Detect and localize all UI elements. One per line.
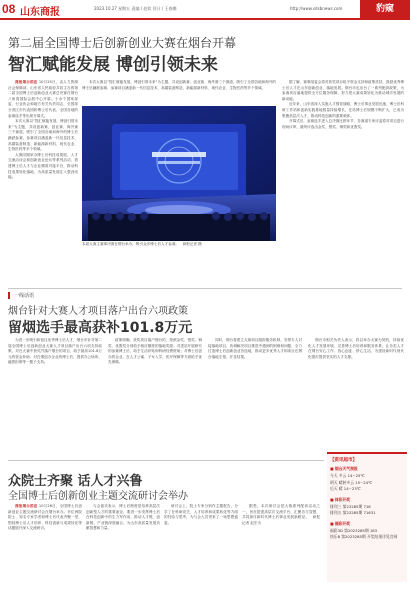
paragraph-text: 政策明确，获奖项目落户烟台的，按照金奖、银奖、铜奖、优胜奖分别给予相应额度的落地奖励；对进站开展研究的参赛博士后，给予生活补贴和科研经费资助；对博士后创办的企业，在人才公寓、子女入学、医疗保障等方面给予优先保障。 [108, 338, 202, 365]
paragraph [108, 338, 202, 366]
sidebar-line: 今天 多云 14~25℃ [330, 473, 365, 478]
paragraph-text: 烟台市相关负责人表示，将以举办大赛为契机，持续优化人才发展环境，完善博士后培养和服务体系，让各类人才在烟台安心工作、放心创业、舒心生活，为建设新时代现代化强市提供坚实的人才支撑。 [308, 338, 404, 359]
paragraph-text: 同时，烟台将建立大赛项目跟踪服务机制，安排专人对接落地项目，协调解决项目推进中遇到的困难和问题，全力打造博士后创新创业首选地，推动更多优秀人才和项目在烟台落地生根、开花结果。 [208, 338, 302, 359]
paper-url[interactable]: http://www.sdsbnews.com [290, 6, 343, 11]
story2-column-2 [108, 338, 202, 456]
paragraph [282, 102, 404, 119]
event-photo-illustration [82, 106, 276, 241]
paragraph-text: 本次大赛以“智汇赋能发展、博创引领未来”为主题，共设创新赛、创业赛、海外赛三个赛道，吸引了全国各地和海外的博士后踊跃参赛，参赛项目涵盖新一代信息技术、高端装备制造、新能源新材料、现代农业、生物医药等多个领域。 [82, 80, 276, 90]
photo-caption: 本届大赛主赛事决赛在烟台举办，吸引众多博士后人才参赛。 商报记者 摄 [82, 242, 202, 246]
paragraph-text: 为进一步吸引和留住优秀博士后人才，烟台市针对第二届全国博士后创新创业大赛人才项目落户出台六项支持政策。对在大赛中获奖并落户烟台的项目，给予最高101.8万元的资金补助；对在烟创办企业的博士后，提供办公场所、融资担保等一揽子支持。 [8, 338, 102, 365]
paragraph-text: 大赛同期举办博士后科技成果展、人才交流洽谈会和创新创业论坛等系列活动，搭建博士后人才与企业精准对接平台，推动科技成果转化落地，为高质量发展注入强劲动能。 [8, 152, 78, 180]
story3-column-4 [242, 504, 320, 598]
paragraph [8, 153, 78, 181]
issue-meta: 2023.10.27 星期五 责编 / 赵钦 设计 / 王春娜 [94, 6, 177, 11]
story2-column-4 [308, 338, 404, 448]
sidebar-line: 快乐8 第2023285期 开奖结果详见官网 [330, 534, 398, 539]
sidebar-line: 排列五 第23285期 71631 [330, 510, 376, 515]
dateline: 商报烟台消息 [15, 504, 39, 508]
paragraph-text: 10月25日，由人力资源社会保障部、山东省人民政府共同主办的第二届全国博士后创新创业大赛总决赛在烟台八角湾国际会展中心开幕。十余个国家部委、行业协会和地方有关负责同志，全国部分省区市代表团和博士后代表，全国各地的参赛选手等出席开幕式。 [8, 80, 78, 118]
story1-kicker: 第二届全国博士后创新创业大赛在烟台开幕 [8, 36, 237, 50]
sidebar-block-head: ■ 体彩开奖 [330, 496, 351, 502]
paragraph [8, 80, 78, 119]
info-sidebar [327, 452, 407, 582]
story1-column-left [8, 80, 78, 285]
paragraph-text: 本次大赛以“智汇赋能发展、博创引领未来”为主题，共设创新赛、创业赛、海外赛三个赛道，吸引了全国各地和海外的博士后踊跃参赛，参赛项目涵盖新一代信息技术、高端装备制造、新能源新材料、现代农业、生物医药等多个领域。 [8, 119, 78, 152]
story2-column-3 [208, 338, 302, 456]
paragraph [82, 80, 276, 91]
event-photo [82, 106, 276, 241]
paragraph [86, 504, 160, 532]
section-divider-2 [8, 460, 324, 461]
sidebar-line: 排列三 第23285期 716 [330, 503, 371, 509]
paragraph-text: 据了解，赛事组委会将对获奖项目给予资金支持和政策扶持，鼓励优秀博士后人才在山东创新创业、落地发展。烟台市也出台了一系列配套政策，为参赛项目落地提供全方位服务保障，努力把大赛成果转化为推动城市发展的新动能。 [282, 80, 404, 101]
paragraph-text: 10月26日，全国博士后创新创业主题交流研讨会在烟台举办。多位两院院士、知名专家学者和博士后代表齐聚一堂，围绕博士后人才培养、科技创新与成果转化等话题展开深入交流研讨。 [8, 504, 82, 531]
paragraph-text: 据悉，本次研讨会是大赛系列配套活动之一，旨在搭建高层次交流平台，汇聚各方智慧，共同探讨新时代博士后事业发展新路径。 商报记者 赵宏为 [242, 504, 320, 525]
paragraph [8, 338, 102, 366]
story3-kicker: 众院士齐聚 话人才兴鲁 [8, 474, 143, 489]
column-brand: 豹窥 [360, 0, 410, 18]
sidebar-title: 【资讯超市】 [330, 458, 357, 463]
masthead [0, 0, 410, 20]
story1-column-right [282, 80, 404, 285]
story1-title: 智汇赋能发展 博创引领未来 [8, 55, 218, 75]
paragraph [8, 504, 82, 532]
sidebar-block-head: ■ 烟台天气预报 [330, 466, 358, 471]
sidebar-line: 明天 晴转多云 15~24℃ [330, 479, 373, 485]
paragraph [308, 338, 404, 360]
dateline: 商报烟台消息 [15, 80, 39, 84]
paper-name: 山东商报 [20, 7, 60, 18]
paragraph-text: 开幕式后，参赛选手进入总决赛比拼环节，各赛道专家评委将对项目进行现场评审，最终评选出金奖、银奖、铜奖和优胜奖。 [282, 119, 404, 129]
story1-column-top [82, 80, 276, 104]
paragraph [208, 338, 302, 360]
story3-column-2 [86, 504, 160, 598]
story2-kicker: 烟台针对大赛人才项目落户出台六项政策 [8, 306, 188, 317]
story3-column-3 [164, 504, 238, 598]
paragraph [164, 504, 238, 526]
story3-title: 全国博士后创新创业主题交流研讨会举办 [8, 491, 188, 502]
paragraph [282, 119, 404, 130]
section-tag: 一线话语 [8, 292, 34, 299]
paragraph [282, 80, 404, 102]
sidebar-block-head: ■ 福彩开奖 [330, 520, 351, 526]
paragraph [242, 504, 320, 526]
paragraph-text: 与会嘉宾表示，博士后制度是培养高层次创新型人才的重要途径，要进一步发挥博士后在科技创新中的生力军作用，推动人才链、创新链、产业链深度融合，为山东高质量发展贡献智慧和力量。 [86, 504, 160, 531]
sidebar-line: 后天 晴 14~23℃ [330, 486, 361, 491]
paragraph-text: 近年来，山东省深入实施人才强省战略，博士后事业发展迅速，博士后科研工作站和创新实践基地数量持续增长，在站博士后规模不断扩大，已成为集聚高层次人才、推动科技创新的重要载体。 [282, 102, 404, 118]
section-divider-1 [8, 288, 402, 289]
story2-title: 留烟选手最高获补101.8万元 [8, 320, 193, 336]
story2-column-1 [8, 338, 102, 456]
story3-column-1 [8, 504, 82, 598]
paragraph-text: 研讨会上，院士专家分别作主题报告，分享了在科研攻关、人才培养和成果转化等方面的经验与思考，为与会人员带来了一场思想盛宴。 [164, 504, 238, 525]
paragraph [8, 119, 78, 153]
page-number: 08 [2, 2, 16, 16]
sidebar-line: 福彩3D 第2023285期 183 [330, 527, 378, 533]
